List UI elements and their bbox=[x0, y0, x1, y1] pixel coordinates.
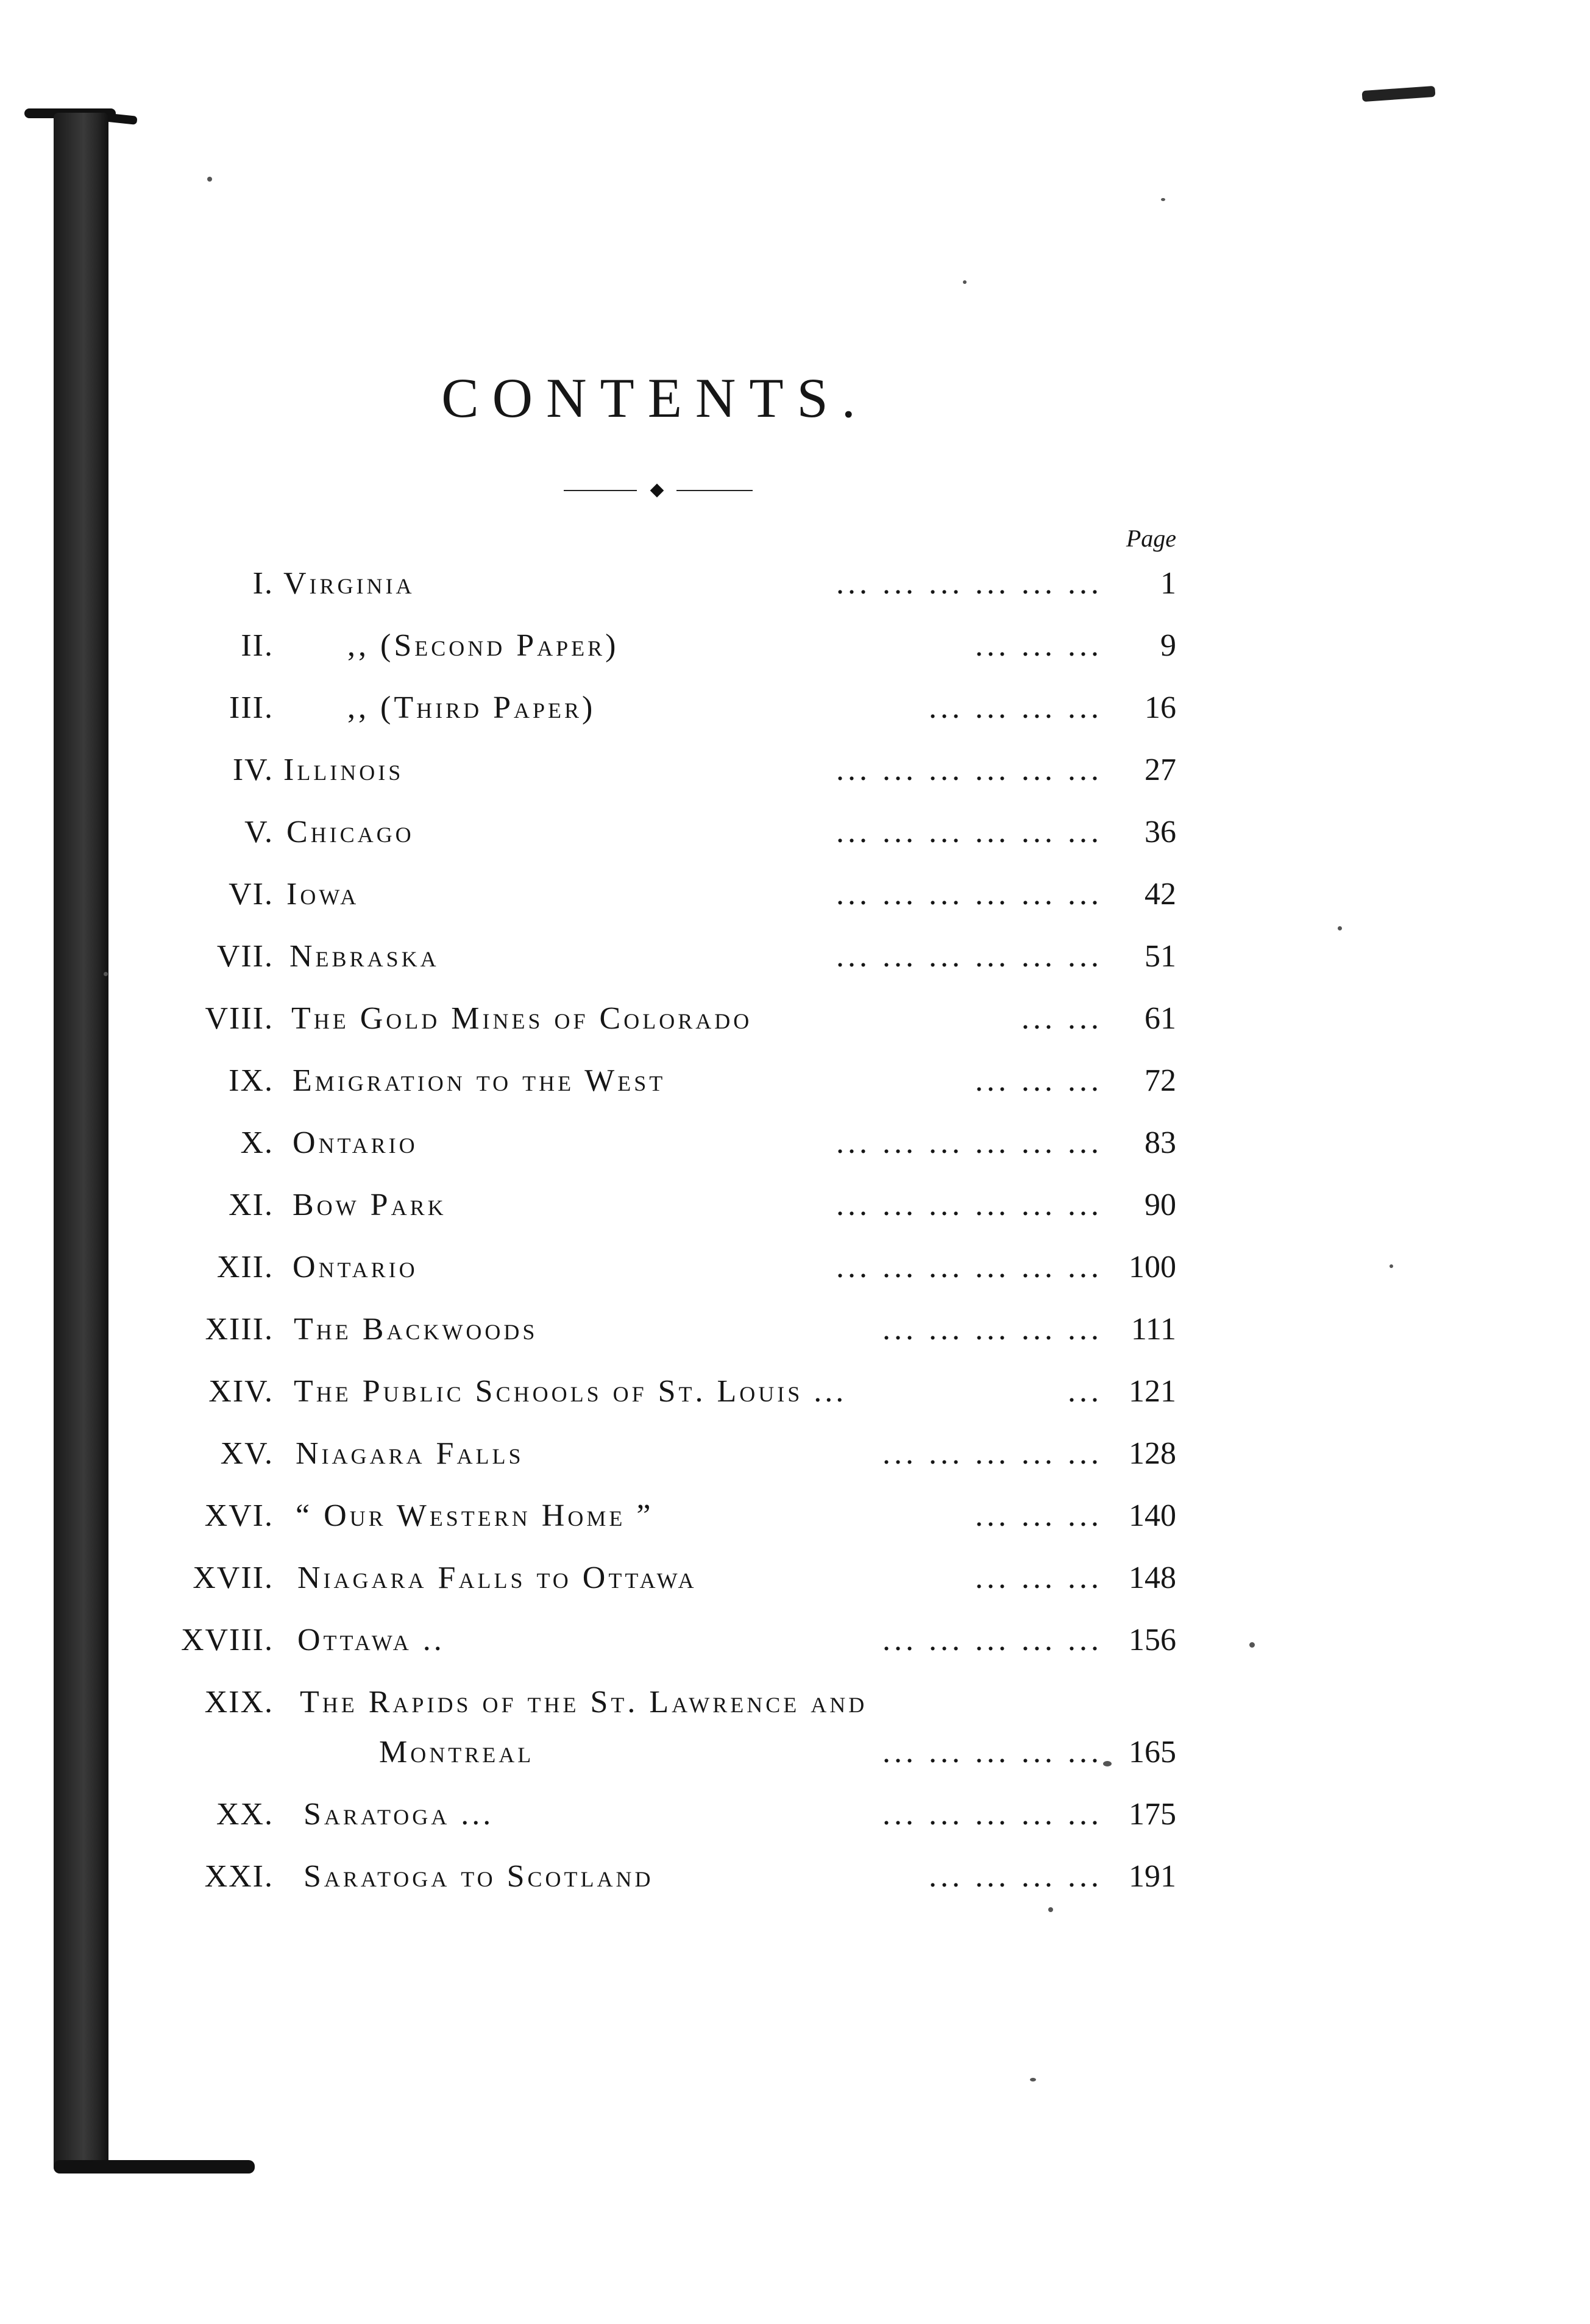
dot-leader: ... ... ... bbox=[975, 1498, 1102, 1533]
toc-entry bbox=[0, 1243, 1590, 1292]
chapter-number: XXI. bbox=[204, 1859, 274, 1894]
page-number: 42 bbox=[1145, 877, 1176, 912]
dot-leader: ... ... ... ... ... bbox=[882, 1436, 1102, 1471]
dot-leader: ... ... ... ... ... ... bbox=[836, 1188, 1102, 1222]
chapter-number: XII. bbox=[216, 1250, 274, 1284]
chapter-title: Ottawa .. bbox=[297, 1623, 445, 1657]
toc-entry-continuation bbox=[0, 1728, 1590, 1777]
toc-entry bbox=[0, 1305, 1590, 1354]
chapter-title: The Public Schools of St. Louis ... bbox=[294, 1374, 847, 1409]
page-number: 191 bbox=[1129, 1859, 1176, 1894]
chapter-number: VIII. bbox=[205, 1001, 274, 1036]
chapter-title: Virginia bbox=[283, 566, 415, 601]
chapter-title: “ Our Western Home ” bbox=[296, 1498, 654, 1533]
toc-entry bbox=[0, 870, 1590, 919]
chapter-title: The Backwoods bbox=[294, 1312, 538, 1347]
chapter-title: Iowa bbox=[286, 877, 360, 912]
toc-entry bbox=[0, 1554, 1590, 1603]
chapter-number: XIV. bbox=[208, 1374, 274, 1409]
chapter-number: X. bbox=[240, 1125, 274, 1160]
chapter-title: Bow Park bbox=[293, 1188, 447, 1222]
chapter-title: Emigration to the West bbox=[293, 1063, 666, 1098]
page-number: 36 bbox=[1145, 815, 1176, 849]
chapter-title: Saratoga ... bbox=[303, 1797, 494, 1832]
page-number: 90 bbox=[1145, 1188, 1176, 1222]
dot-leader: ... ... ... ... ... ... bbox=[836, 1250, 1102, 1284]
dot-leader: ... ... ... ... bbox=[929, 690, 1102, 725]
dot-leader: ... ... ... bbox=[975, 1561, 1102, 1595]
chapter-title: Saratoga to Scotland bbox=[303, 1859, 654, 1894]
toc-entry bbox=[0, 1852, 1590, 1901]
page-number: 51 bbox=[1145, 939, 1176, 974]
page-number: 165 bbox=[1129, 1735, 1176, 1770]
dot-leader: ... ... ... ... ... ... bbox=[836, 753, 1102, 787]
page-number: 156 bbox=[1129, 1623, 1176, 1657]
toc-entry bbox=[0, 746, 1590, 795]
page-number: 72 bbox=[1145, 1063, 1176, 1098]
dot-leader: ... ... ... ... ... ... bbox=[836, 815, 1102, 849]
dot-leader: ... ... ... ... ... ... bbox=[836, 939, 1102, 974]
chapter-number: XVII. bbox=[193, 1561, 274, 1595]
toc-entry bbox=[0, 1492, 1590, 1540]
chapter-title: ,, (Third Paper) bbox=[347, 690, 596, 725]
page-number: 1 bbox=[1160, 566, 1176, 601]
toc-entry bbox=[0, 1429, 1590, 1478]
chapter-number: XIII. bbox=[205, 1312, 274, 1347]
page-number: 111 bbox=[1130, 1312, 1176, 1347]
chapter-title-continuation: Montreal bbox=[379, 1735, 534, 1770]
page-number: 148 bbox=[1129, 1561, 1176, 1595]
chapter-number: I. bbox=[252, 566, 274, 601]
page-number: 83 bbox=[1145, 1125, 1176, 1160]
page-column-header: Page bbox=[1126, 525, 1176, 552]
toc-entry bbox=[0, 559, 1590, 608]
chapter-number: XI. bbox=[229, 1188, 274, 1222]
chapter-number: XV. bbox=[220, 1436, 274, 1471]
chapter-number: II. bbox=[241, 628, 274, 663]
dot-leader: ... ... ... ... ... ... bbox=[836, 1125, 1102, 1160]
chapter-number: IV. bbox=[232, 753, 274, 787]
dot-leader: ... ... ... bbox=[975, 1063, 1102, 1098]
page-number: 175 bbox=[1129, 1797, 1176, 1832]
toc-entry bbox=[0, 622, 1590, 670]
chapter-title: Illinois bbox=[283, 753, 404, 787]
toc-entry bbox=[0, 1616, 1590, 1665]
chapter-title: Ontario bbox=[293, 1250, 418, 1284]
page-number: 128 bbox=[1129, 1436, 1176, 1471]
toc-entry bbox=[0, 1119, 1590, 1167]
toc-entry bbox=[0, 1790, 1590, 1839]
chapter-title: Nebraska bbox=[289, 939, 439, 974]
toc-entry bbox=[0, 808, 1590, 857]
dot-leader: ... ... ... ... ... ... bbox=[836, 877, 1102, 912]
chapter-number: XVIII. bbox=[180, 1623, 274, 1657]
page-number: 121 bbox=[1129, 1374, 1176, 1409]
chapter-title: The Gold Mines of Colorado bbox=[291, 1001, 753, 1036]
chapter-number: III. bbox=[229, 690, 274, 725]
toc-entry bbox=[0, 994, 1590, 1043]
dot-leader: ... ... ... bbox=[975, 628, 1102, 663]
page-title: CONTENTS. bbox=[441, 367, 869, 429]
chapter-title: Niagara Falls bbox=[296, 1436, 524, 1471]
dot-leader: ... ... ... ... ... ... bbox=[836, 566, 1102, 601]
chapter-number: XIX. bbox=[204, 1685, 274, 1720]
dot-leader: ... bbox=[1068, 1374, 1102, 1409]
page-number: 27 bbox=[1145, 753, 1176, 787]
toc-entry bbox=[0, 932, 1590, 981]
dot-leader: ... ... ... ... bbox=[929, 1859, 1102, 1894]
chapter-number: IX. bbox=[229, 1063, 274, 1098]
page-number: 61 bbox=[1145, 1001, 1176, 1036]
dot-leader: ... ... ... ... ... bbox=[882, 1623, 1102, 1657]
chapter-title: The Rapids of the St. Lawrence and bbox=[300, 1685, 868, 1720]
chapter-title: Ontario bbox=[293, 1125, 418, 1160]
dot-leader: ... ... ... ... ... bbox=[882, 1797, 1102, 1832]
page-number: 140 bbox=[1129, 1498, 1176, 1533]
chapter-number: VI. bbox=[229, 877, 274, 912]
chapter-number: VII. bbox=[216, 939, 274, 974]
toc-entry bbox=[0, 684, 1590, 732]
chapter-number: V. bbox=[244, 815, 274, 849]
chapter-number: XVI. bbox=[204, 1498, 274, 1533]
page-number: 100 bbox=[1129, 1250, 1176, 1284]
toc-entry bbox=[0, 1678, 1590, 1727]
toc-entry bbox=[0, 1367, 1590, 1416]
page-number: 16 bbox=[1145, 690, 1176, 725]
chapter-title: Niagara Falls to Ottawa bbox=[297, 1561, 697, 1595]
dot-leader: ... ... ... ... ... bbox=[882, 1735, 1102, 1770]
chapter-title: Chicago bbox=[286, 815, 414, 849]
dot-leader: ... ... ... ... ... bbox=[882, 1312, 1102, 1347]
toc-entry bbox=[0, 1181, 1590, 1230]
toc-entry bbox=[0, 1057, 1590, 1105]
page-number: 9 bbox=[1160, 628, 1176, 663]
chapter-number: XX. bbox=[216, 1797, 274, 1832]
chapter-title: ,, (Second Paper) bbox=[347, 628, 619, 663]
dot-leader: ... ... bbox=[1021, 1001, 1102, 1036]
